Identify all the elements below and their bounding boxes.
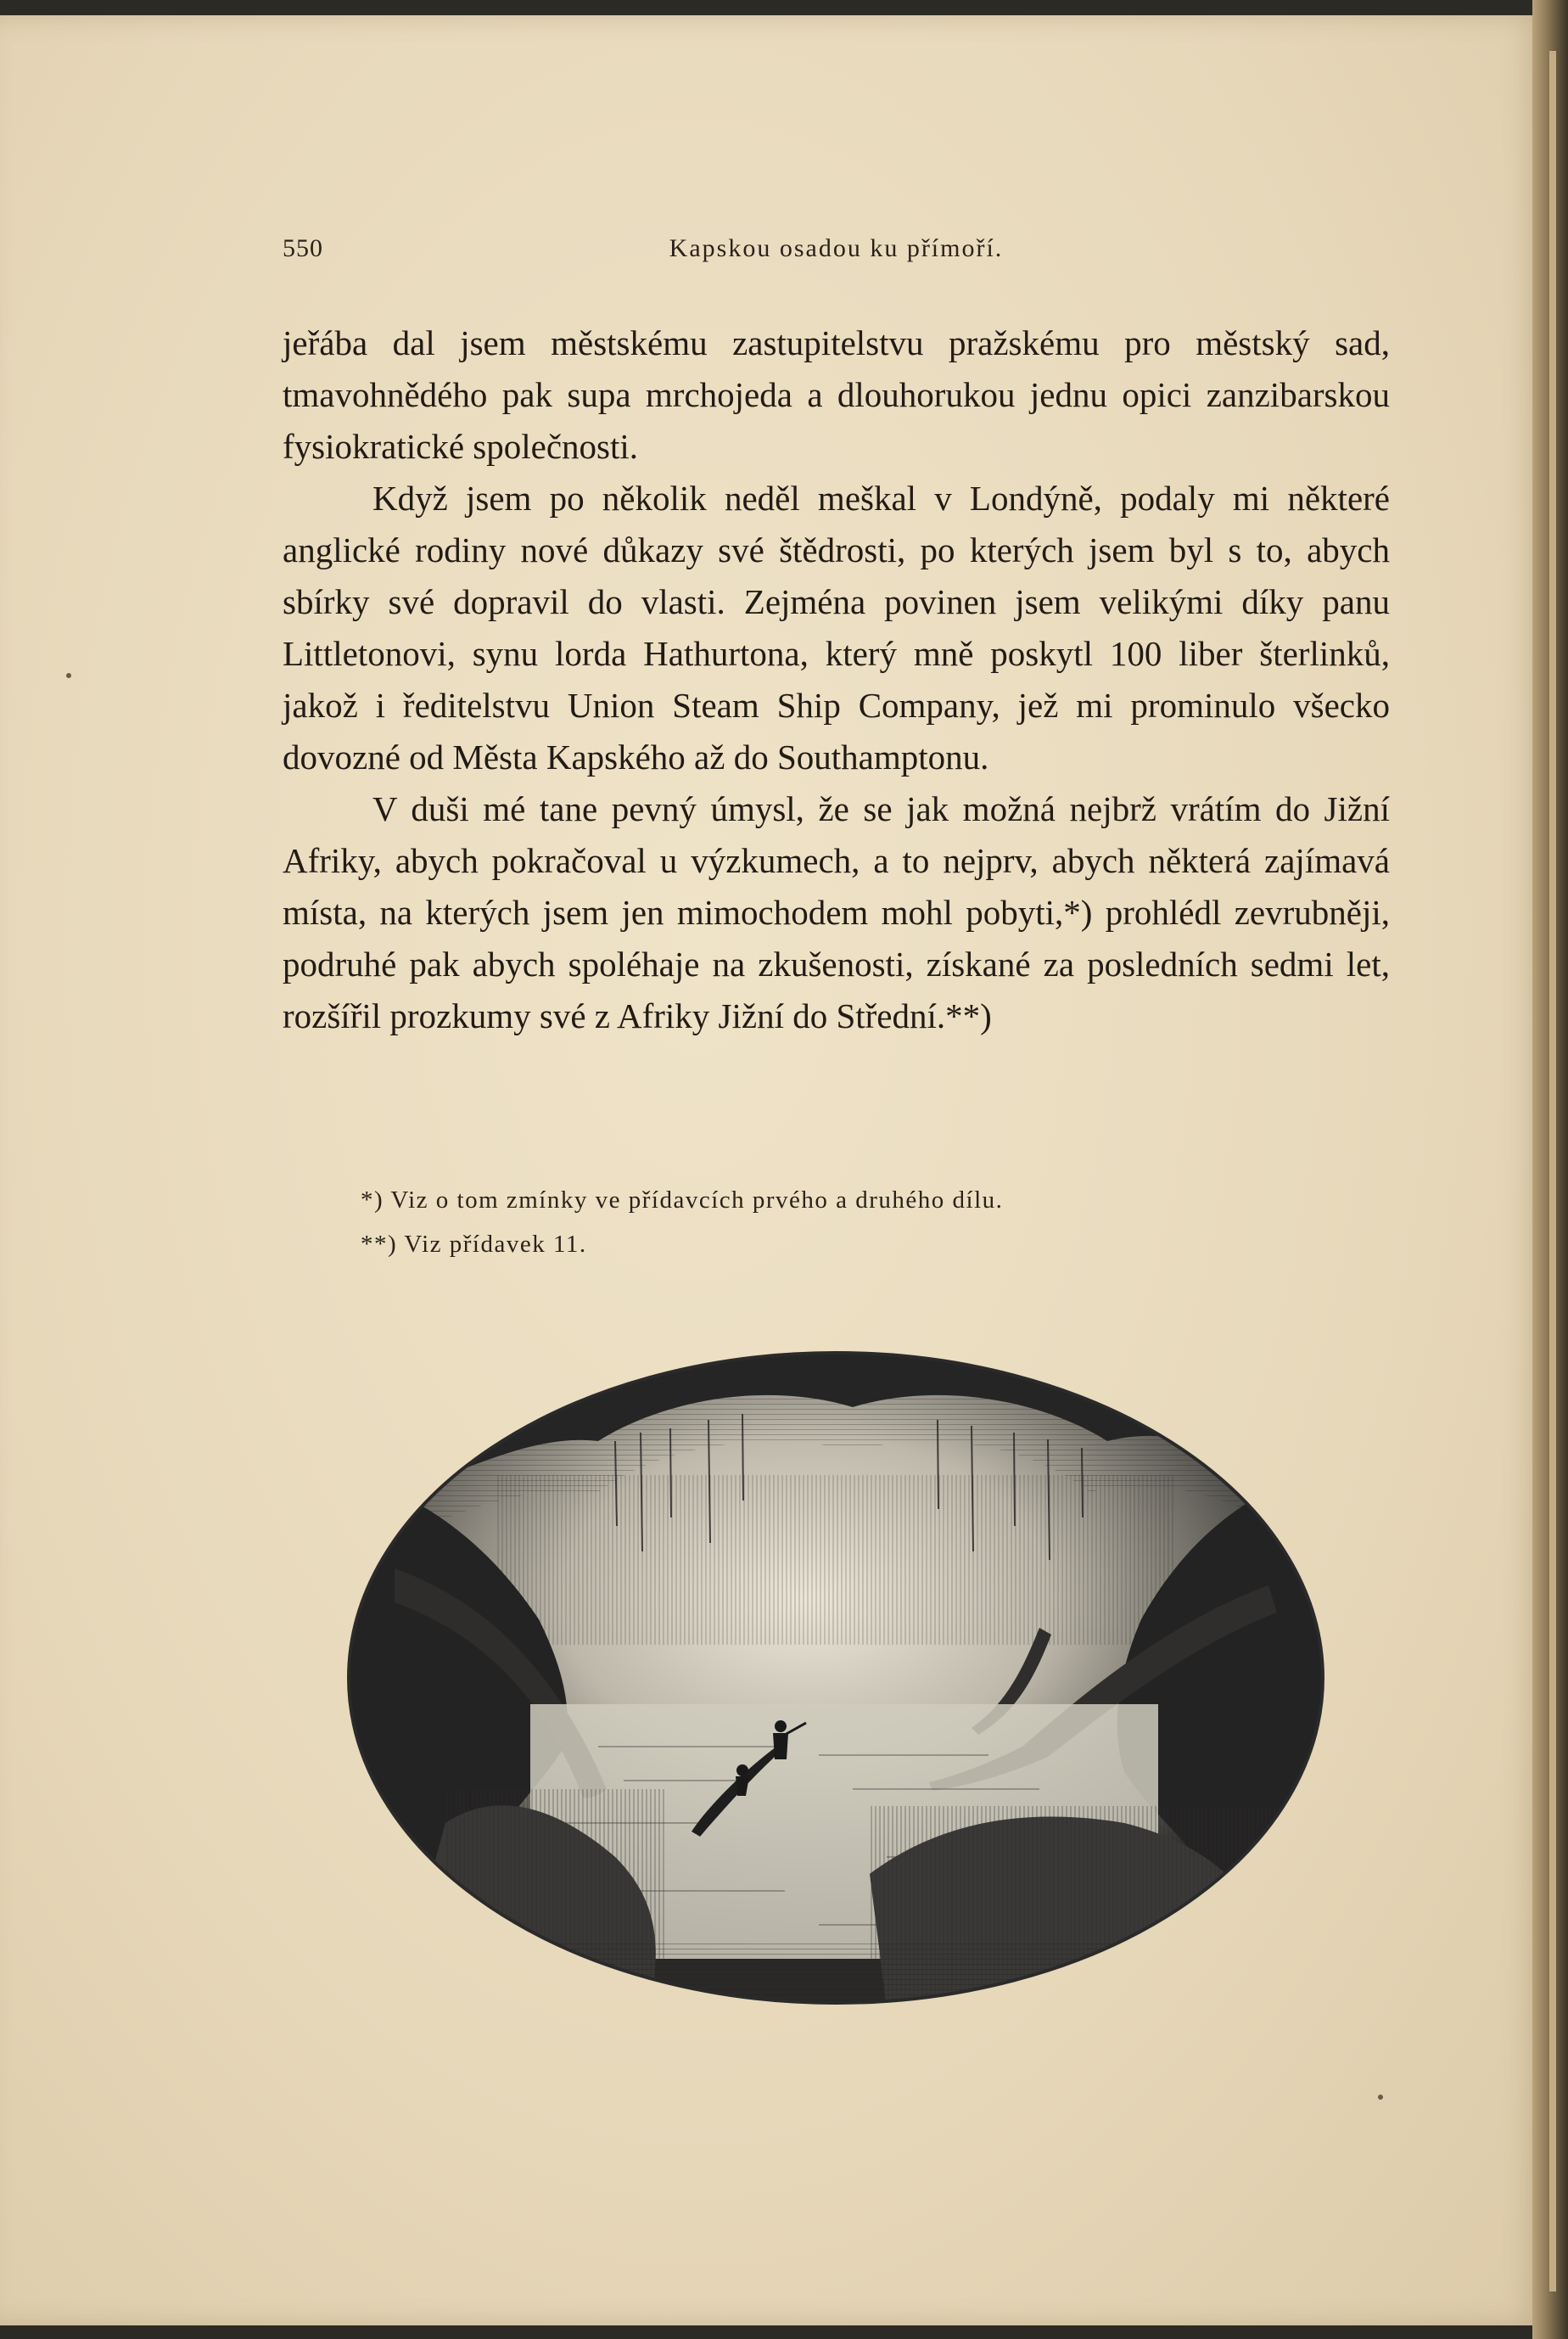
paper-speck [66,673,71,678]
footnote-2: **) Viz přídavek 11. [361,1231,587,1258]
page-edge [1549,51,1556,2291]
engraving-svg [344,1348,1328,2008]
body-text [283,317,1390,1042]
paragraph-2: Když jsem po několik neděl meškal v Londýně, podaly mi některé anglické rodiny nové důkazy své štědrosti, po kterých jsem byl s to, abych sbírky své dopravil do vlasti. Zejména povinen jsem velikými díky panu Littletonovi, synu lorda Hathurtona, který mně poskytl 100 liber šterlinků, jakož i ředitelstvu Union Steam Ship Company, jež mi prominulo všecko dovozné od Města Kapského až do Southamptonu. [283,479,1390,777]
running-title: Kapskou osadou ku přímoří. [669,234,1004,262]
footnotes [283,1178,1390,1266]
page-number: 550 [283,234,323,262]
bottom-shading [344,1942,1328,2008]
paper-speck [1378,2095,1383,2100]
page-header [283,234,1390,268]
distant-trees [496,1475,1175,1645]
footnote-1: *) Viz o tom zmínky ve přídavcích prvého a druhého dílu. [361,1186,1004,1214]
paragraph-1: jeřába dal jsem městskému zastupitelstvu pražskému pro městský sad, tmavohnědého pak supa mrchojeda a dlouhorukou jednu opici zanzibarskou fysiokratické společnosti. [283,323,1390,466]
river-canoe-illustration [344,1348,1328,2008]
paragraph-3: V duši mé tane pevný úmysl, že se jak možná nejbrž vrátím do Jižní Afriky, abych pokračoval u výzkumech, a to nejprv, abych některá zajímavá místa, na kterých jsem jen mimochodem mohl pobyti,*) prohlédl zevrubněji, podruhé pak abych spoléhaje na zkušenosti, získané za posledních sedmi let, rozšířil prozkumy své z Afriky Jižní do Střední.**) [283,789,1390,1035]
